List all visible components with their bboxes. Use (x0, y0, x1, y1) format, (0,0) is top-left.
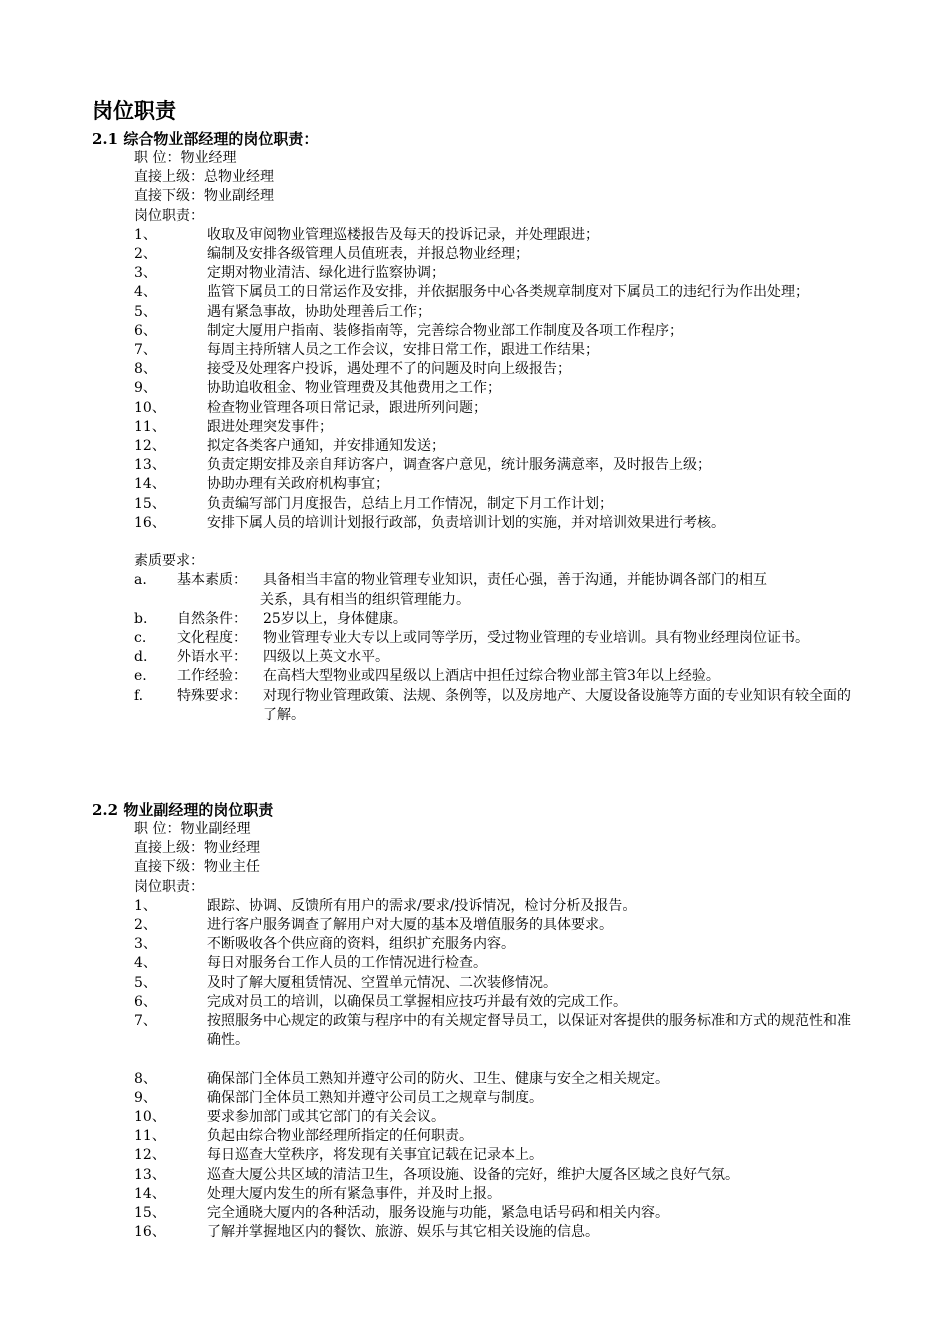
item-number: 6、 (134, 322, 157, 339)
requirement-label: 文化程度： (177, 630, 247, 647)
item-text: 进行客户服务调查了解用户对大厦的基本及增值服务的具体要求。 (207, 917, 613, 934)
item-number: 12、 (134, 1147, 166, 1164)
item-text: 按照服务中心规定的政策与程序中的有关规定督导员工，以保证对客提供的服务标准和方式的规范性和准确性。 (207, 1013, 851, 1049)
requirements-list (92, 571, 872, 725)
list-item (92, 1070, 872, 1089)
list-item (92, 1223, 872, 1242)
item-text: 协助办理有关政府机构事宜； (207, 476, 389, 493)
item-text: 完全通晓大厦内的各种活动，服务设施与功能，紧急电话号码和相关内容。 (207, 1205, 669, 1222)
list-item (92, 1108, 872, 1127)
item-text: 拟定各类客户通知，并安排通知发送； (207, 438, 445, 455)
item-number: 14、 (134, 1185, 166, 1202)
item-text: 定期对物业清洁、绿化进行监察协调； (207, 265, 445, 282)
item-number: 11、 (134, 1128, 166, 1145)
list-item (92, 954, 872, 973)
item-text: 制定大厦用户指南、装修指南等，完善综合物业部工作制度及各项工作程序； (207, 322, 683, 339)
item-text: 负起由综合物业部经理所指定的任何职责。 (207, 1128, 473, 1145)
list-item (92, 935, 872, 954)
requirement-text: 在高档大型物业或四星级以上酒店中担任过综合物业部主管3年以上经验。 (263, 668, 720, 685)
list-item (92, 993, 872, 1012)
requirement-text: 四级以上英文水平。 (263, 649, 389, 666)
item-text: 要求参加部门或其它部门的有关会议。 (207, 1109, 445, 1126)
requirement-item (92, 667, 872, 686)
duties-list (92, 897, 872, 1051)
item-text: 巡查大厦公共区域的清洁卫生，各项设施、设备的完好，维护大厦各区域之良好气氛。 (207, 1166, 739, 1183)
item-number: 1、 (134, 897, 157, 914)
list-item (92, 322, 872, 341)
section-heading: 2.1 综合物业部经理的岗位职责： (92, 130, 319, 148)
duties-list (92, 1070, 872, 1243)
list-item (92, 1089, 872, 1108)
list-item (92, 1204, 872, 1223)
requirement-label: 基本素质： (177, 572, 247, 589)
item-text: 确保部门全体员工熟知并遵守公司员工之规章与制度。 (207, 1089, 543, 1106)
requirement-letter: c. (134, 630, 147, 647)
item-text: 监管下属员工的日常运作及安排，并依据服务中心各类规章制度对下属员工的违纪行为作出处理； (207, 284, 809, 301)
item-number: 7、 (134, 1013, 157, 1030)
item-number: 15、 (134, 1205, 166, 1222)
item-number: 16、 (134, 514, 166, 531)
item-number: 9、 (134, 380, 157, 397)
item-number: 3、 (134, 265, 157, 282)
requirement-text: 25岁以上，身体健康。 (263, 610, 407, 627)
item-number: 10、 (134, 1109, 166, 1126)
requirement-item (92, 648, 872, 667)
item-number: 2、 (134, 246, 157, 263)
item-text: 负责定期安排及亲自拜访客户，调查客户意见，统计服务满意率，及时报告上级； (207, 457, 711, 474)
item-number: 1、 (134, 226, 157, 243)
item-number: 8、 (134, 361, 157, 378)
position-line: 职 位：物业经理 (134, 150, 237, 166)
item-number: 6、 (134, 993, 157, 1010)
list-item (92, 897, 872, 916)
list-item (92, 379, 872, 398)
requirement-item (92, 610, 872, 629)
item-text: 协助追收租金、物业管理费及其他费用之工作； (207, 380, 501, 397)
list-item (92, 1127, 872, 1146)
item-number: 5、 (134, 303, 157, 320)
list-item (92, 514, 872, 533)
item-text: 确保部门全体员工熟知并遵守公司的防火、卫生、健康与安全之相关规定。 (207, 1070, 669, 1087)
item-text: 遇有紧急事故，协助处理善后工作； (207, 303, 431, 320)
item-text: 完成对员工的培训，以确保员工掌握相应技巧并最有效的完成工作。 (207, 993, 627, 1010)
item-number: 10、 (134, 399, 166, 416)
item-number: 5、 (134, 974, 157, 991)
item-text: 跟进处理突发事件； (207, 418, 333, 435)
list-item (92, 418, 872, 437)
requirement-item (92, 571, 872, 590)
spacer (92, 533, 872, 552)
item-text: 编制及安排各级管理人员值班表，并报总物业经理； (207, 246, 529, 263)
list-item (92, 437, 872, 456)
item-text: 每日对服务台工作人员的工作情况进行检查。 (207, 955, 487, 972)
section-general-manager (92, 129, 872, 725)
item-text: 了解并掌握地区内的餐饮、旅游、娱乐与其它相关设施的信息。 (207, 1224, 599, 1241)
list-item (92, 974, 872, 993)
item-number: 8、 (134, 1070, 157, 1087)
list-item (92, 1185, 872, 1204)
item-text: 检查物业管理各项日常记录，跟进所列问题； (207, 399, 487, 416)
item-number: 11、 (134, 418, 166, 435)
list-item (92, 1012, 872, 1050)
position-line: 职 位：物业副经理 (134, 821, 251, 837)
requirements-label: 素质要求： (134, 553, 204, 570)
list-item (92, 303, 872, 322)
duties-list (92, 226, 872, 533)
item-text: 每日巡查大堂秩序，将发现有关事宜记载在记录本上。 (207, 1147, 543, 1164)
requirement-text: 对现行物业管理政策、法规、条例等，以及房地产、大厦设备设施等方面的专业知识有较全面的了解。 (263, 687, 851, 723)
item-text: 安排下属人员的培训计划报行政部，负责培训计划的实施，并对培训效果进行考核。 (207, 514, 725, 531)
item-text: 处理大厦内发生的所有紧急事件，并及时上报。 (207, 1185, 501, 1202)
duties-label: 岗位职责： (134, 207, 204, 224)
requirement-label: 外语水平： (177, 649, 247, 666)
list-item (92, 1166, 872, 1185)
list-item (92, 341, 872, 360)
list-item (92, 1146, 872, 1165)
list-item (92, 399, 872, 418)
requirement-label: 工作经验： (177, 668, 247, 685)
item-number: 16、 (134, 1224, 166, 1241)
requirement-item (92, 687, 872, 725)
list-item (92, 245, 872, 264)
requirement-letter: e. (134, 668, 147, 685)
item-number: 9、 (134, 1089, 157, 1106)
document-title: 岗位职责 (92, 98, 176, 123)
item-number: 13、 (134, 457, 166, 474)
item-number: 12、 (134, 438, 166, 455)
requirement-text: 物业管理专业大专以上或同等学历，受过物业管理的专业培训。具有物业经理岗位证书。 (263, 630, 809, 647)
list-item (92, 226, 872, 245)
requirement-letter: f. (134, 687, 144, 704)
item-text: 不断吸收各个供应商的资料，组织扩充服务内容。 (207, 936, 515, 953)
list-item (92, 283, 872, 302)
item-number: 7、 (134, 342, 157, 359)
item-text: 每周主持所辖人员之工作会议，安排日常工作，跟进工作结果； (207, 342, 599, 359)
requirement-letter: a. (134, 572, 147, 589)
requirement-label: 特殊要求： (177, 687, 247, 704)
item-number: 4、 (134, 955, 157, 972)
item-text: 跟踪、协调、反馈所有用户的需求/要求/投诉情况，检讨分析及报告。 (207, 897, 637, 914)
item-text: 负责编写部门月度报告，总结上月工作情况，制定下月工作计划； (207, 495, 613, 512)
duties-label: 岗位职责： (134, 878, 204, 895)
section-deputy-manager (92, 800, 872, 1242)
item-number: 15、 (134, 495, 166, 512)
requirement-label: 自然条件： (177, 610, 247, 627)
superior-line: 直接上级：物业经理 (134, 840, 260, 857)
list-item (92, 495, 872, 514)
list-item (92, 456, 872, 475)
list-item (92, 475, 872, 494)
item-text: 及时了解大厦租赁情况、空置单元情况、二次装修情况。 (207, 974, 557, 991)
item-text: 接受及处理客户投诉，遇处理不了的问题及时向上级报告； (207, 361, 571, 378)
item-number: 4、 (134, 284, 157, 301)
requirement-letter: b. (134, 610, 148, 627)
list-item (92, 360, 872, 379)
list-item (92, 264, 872, 283)
requirement-text: 具备相当丰富的物业管理专业知识，责任心强，善于沟通，并能协调各部门的相互 (263, 572, 767, 589)
superior-line: 直接上级：总物业经理 (134, 169, 274, 186)
section-heading: 2.2 物业副经理的岗位职责 (92, 801, 274, 819)
subordinate-line: 直接下级：物业副经理 (134, 188, 274, 205)
list-item (92, 916, 872, 935)
requirement-item (92, 629, 872, 648)
spacer (92, 1050, 872, 1069)
item-number: 13、 (134, 1166, 166, 1183)
subordinate-line: 直接下级：物业主任 (134, 859, 260, 876)
item-number: 2、 (134, 917, 157, 934)
item-number: 14、 (134, 476, 166, 493)
requirement-continuation: 关系，具有相当的组织管理能力。 (260, 591, 470, 608)
item-number: 3、 (134, 936, 157, 953)
requirement-letter: d. (134, 649, 148, 666)
item-text: 收取及审阅物业管理巡楼报告及每天的投诉记录，并处理跟进； (207, 226, 599, 243)
